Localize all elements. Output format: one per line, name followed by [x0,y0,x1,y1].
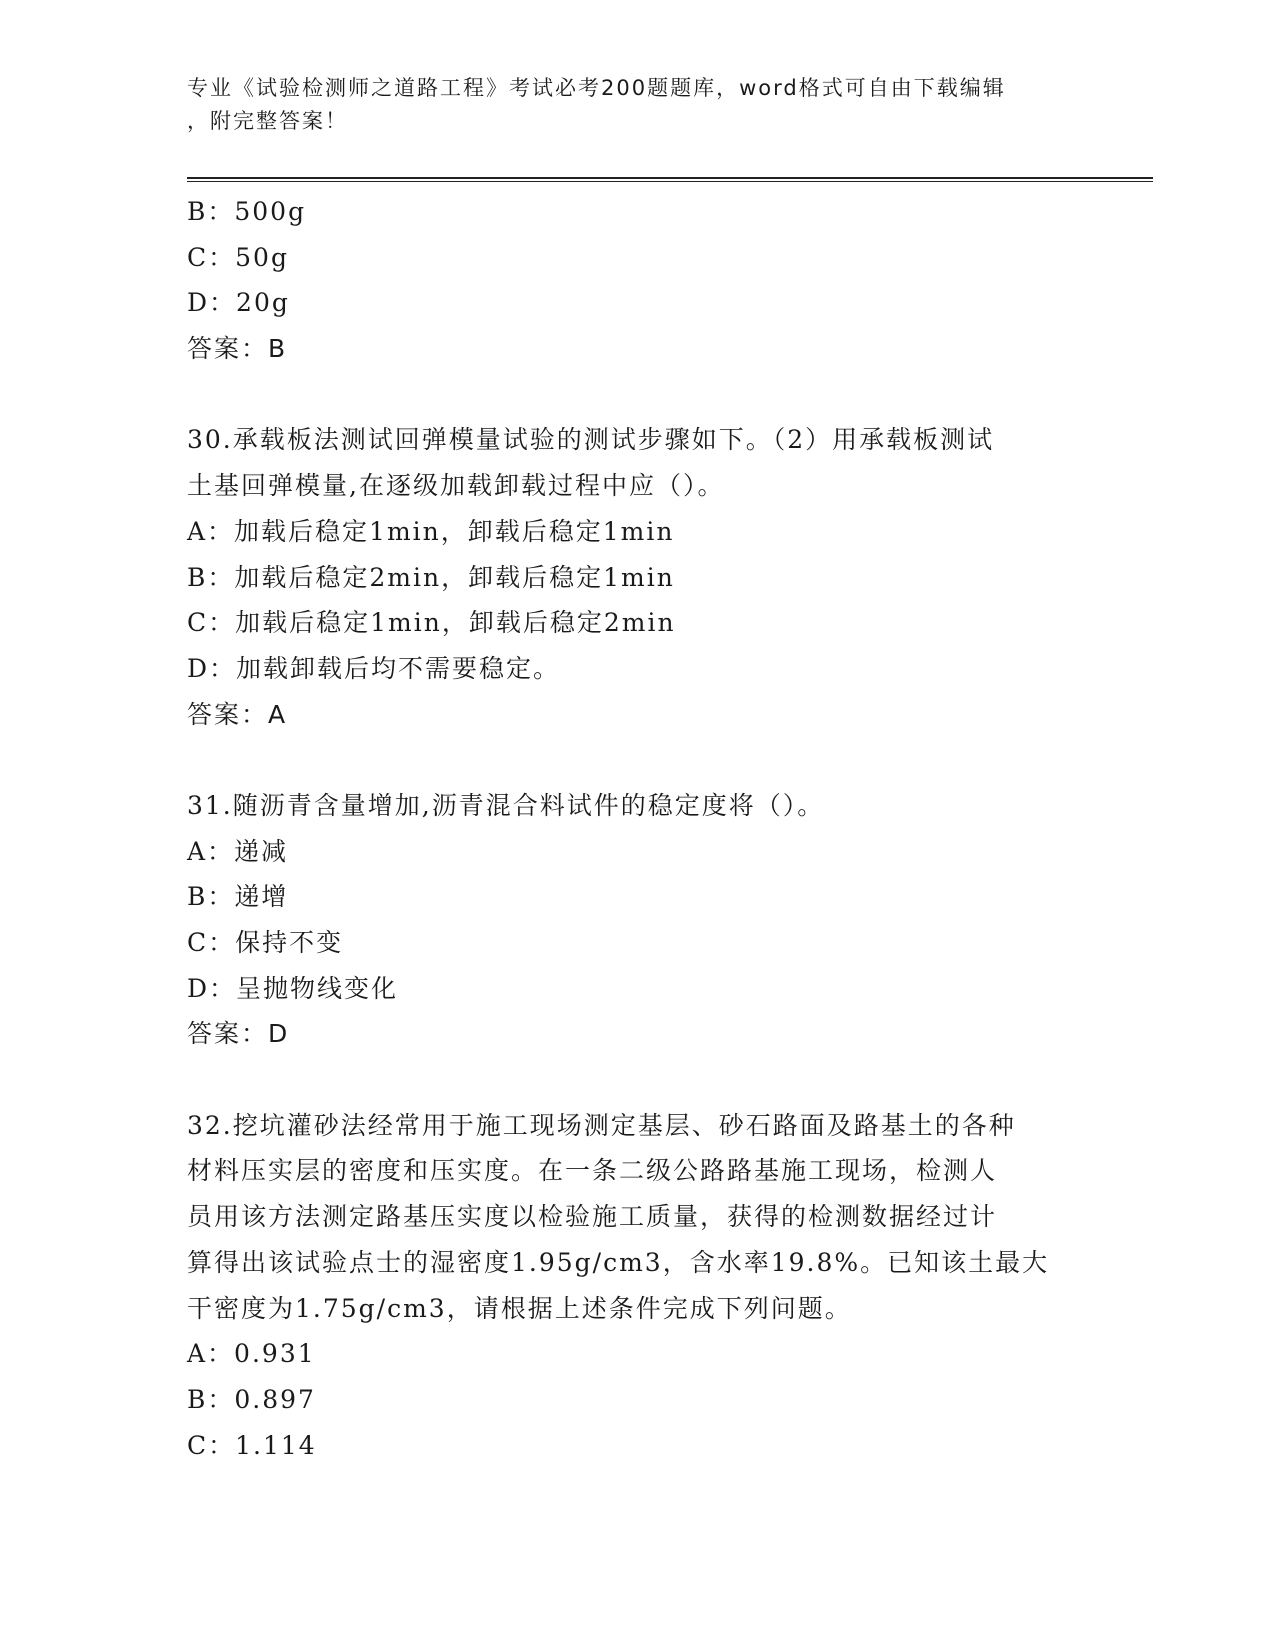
question-32-line-3: 员用该方法测定路基压实度以检验施工质量，获得的检测数据经过计 [187,1202,998,1232]
option-b: B：500g [187,197,307,226]
option-a: A：0.931 [187,1339,316,1369]
document-header [187,72,1067,138]
option-d: D：呈抛物线变化 [187,973,399,1003]
option-c: C：加载后稳定1min，卸载后稳定2min [187,608,676,638]
question-32-line-2: 材料压实层的密度和压实度。在一条二级公路路基施工现场，检测人 [187,1156,998,1186]
option-b: B：0.897 [187,1384,316,1414]
question-content [187,189,1087,1468]
question-32-line-5: 干密度为1.75g/cm3，请根据上述条件完成下列问题。 [187,1293,852,1323]
option-b: B：加载后稳定2min，卸载后稳定1min [187,562,675,592]
option-c: C：保持不变 [187,928,344,957]
option-a: A：加载后稳定1min，卸载后稳定1min [187,516,675,546]
question-30-line-1: 30.承载板法测试回弹模量试验的测试步骤如下。（2）用承载板测试 [187,425,995,455]
answer-line: 答案：B [187,334,288,364]
option-d: D：20g [187,288,290,318]
question-30-line-2: 土基回弹模量,在逐级加载卸载过程中应（）。 [187,471,725,501]
option-b: B：递增 [187,882,289,912]
option-c: C：1.114 [187,1430,317,1460]
answer-line: 答案：D [187,1019,290,1049]
option-a: A：递减 [187,836,289,866]
question-32-line-1: 32.挖坑灌砂法经常用于施工现场测定基层、砂石路面及路基土的各种 [187,1110,1016,1140]
header-line-1: 专业《试验检测师之道路工程》考试必考200题题库，word格式可自由下载编辑 [187,76,1006,100]
option-c: C：50g [187,242,289,272]
question-31-line-1: 31.随沥青含量增加,沥青混合料试件的稳定度将（）。 [187,790,825,820]
header-divider [187,177,1153,182]
option-d: D：加载卸载后均不需要稳定。 [187,653,561,683]
answer-line: 答案：A [187,699,288,729]
question-32-line-4: 算得出该试验点士的湿密度1.95g/cm3，含水率19.8%。已知该土最大 [187,1247,1050,1277]
header-line-2: ，附完整答案！ [187,109,348,133]
